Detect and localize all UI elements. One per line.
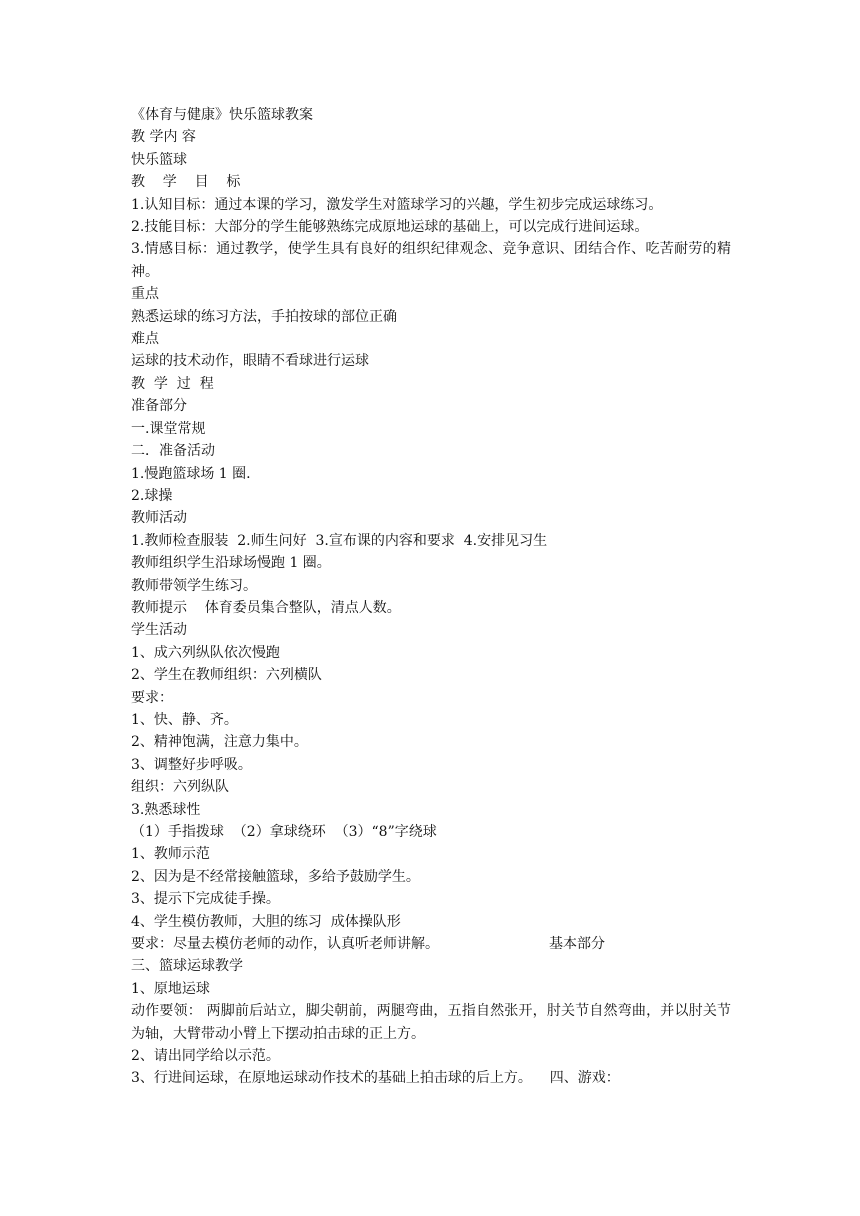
text-line: 1、成六列纵队依次慢跑: [131, 644, 280, 661]
text-line: 教师活动: [131, 510, 187, 527]
text-line: 3、调整好步呼吸。: [131, 756, 252, 773]
section-heading-goals: 教 学 目 标: [131, 174, 241, 191]
text-line: 一.课堂常规: [131, 420, 206, 437]
text-line: 运球的技术动作，眼睛不看球进行运球: [131, 353, 369, 370]
text-line: 1.教师检查服装 2.师生问好 3.宣布课的内容和要求 4.安排见习生: [131, 532, 548, 549]
text-line: 3.熟悉球性: [131, 801, 201, 818]
text-line: 熟悉运球的练习方法，手拍按球的部位正确: [131, 308, 397, 325]
text-line: 2、学生在教师组织：六列横队: [131, 667, 322, 684]
section-heading-difficulty: 难点: [131, 331, 159, 348]
goal-cognitive: 1.认知目标：通过本课的学习，激发学生对篮球学习的兴趣，学生初步完成运球练习。: [131, 196, 663, 213]
section-heading-content: 教 学内 容: [131, 129, 196, 146]
text-line: 准备部分: [131, 398, 187, 415]
text-line: 教师组织学生沿球场慢跑 1 圈。: [131, 555, 331, 572]
text-line: 3、行进间运球，在原地运球动作技术的基础上拍击球的后上方。 四、游戏：: [131, 1070, 620, 1087]
text-line: 2、因为是不经常接触篮球，多给予鼓励学生。: [131, 868, 420, 885]
requirement-line: [131, 933, 731, 955]
text-line: 教师带领学生练习。: [131, 577, 257, 594]
text-line: 1、教师示范: [131, 846, 210, 863]
section-heading-key-point: 重点: [131, 286, 159, 303]
goal-skill: 2.技能目标：大部分的学生能够熟练完成原地运球的基础上，可以完成行进间运球。: [131, 219, 649, 236]
text-line: 1、原地运球: [131, 980, 210, 997]
section-heading-process: 教 学 过 程: [131, 375, 214, 392]
text-line: 4、学生模仿教师，大胆的练习 成体操队形: [131, 913, 401, 930]
text-line: 2、请出同学给以示范。: [131, 1048, 280, 1065]
text-line: 2、精神饱满，注意力集中。: [131, 734, 308, 751]
text-line: （1）手指拨球 （2）拿球绕环 （3）“8”字绕球: [131, 824, 437, 840]
text-line: 三、篮球运球教学: [131, 958, 243, 975]
goal-affective: 3.情感目标：通过教学，使学生具有良好的组织纪律观念、竞争意识、团结合作、吃苦耐劳的精神。: [131, 241, 731, 280]
text-line: 1、快、静、齐。: [131, 711, 238, 728]
text-line: 要求：: [131, 689, 173, 706]
text-line: 组织：六列纵队: [131, 779, 229, 796]
basic-part-label: 基本部分: [549, 936, 605, 953]
doc-title: 《体育与健康》快乐篮球教案: [131, 107, 313, 123]
text-line: 快乐篮球: [131, 151, 187, 168]
text-line: 2.球操: [131, 487, 173, 504]
text-line: 教师提示 体育委员集合整队，清点人数。: [131, 599, 401, 616]
requirement-text: 要求：尽量去模仿老师的动作，认真听老师讲解。: [131, 936, 439, 953]
lesson-plan-body: [131, 104, 731, 1090]
text-line: 1.慢跑篮球场 1 圈.: [131, 465, 251, 482]
action-essentials: 动作要领： 两脚前后站立，脚尖朝前，两腿弯曲，五指自然张开，肘关节自然弯曲，并以肘关节为轴，大臂带动小臂上下摆动拍击球的正上方。: [131, 1003, 731, 1042]
text-line: 学生活动: [131, 622, 187, 639]
text-line: 二．准备活动: [131, 443, 215, 460]
text-line: 3、提示下完成徒手操。: [131, 891, 280, 908]
